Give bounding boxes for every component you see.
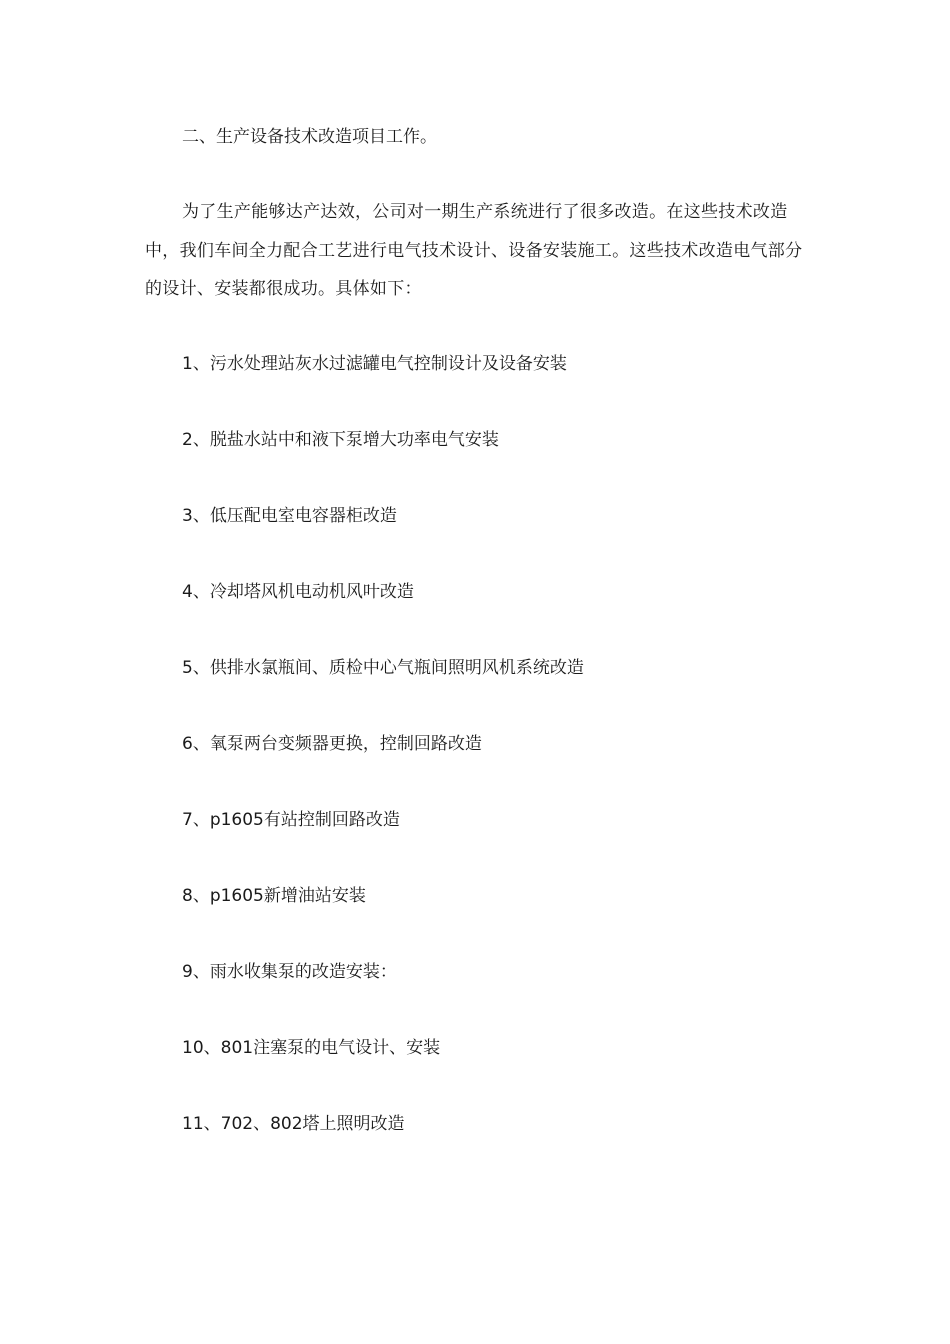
list-item: 1、污水处理站灰水过滤罐电气控制设计及设备安装 (182, 353, 567, 374)
document-body (145, 118, 805, 1181)
list-item: 7、p1605有站控制回路改造 (182, 809, 400, 830)
list-item: 11、702、802塔上照明改造 (182, 1113, 405, 1134)
list-item: 5、供排水氯瓶间、质检中心气瓶间照明风机系统改造 (182, 657, 584, 678)
list-item: 2、脱盐水站中和液下泵增大功率电气安装 (182, 429, 499, 450)
list-item: 9、雨水收集泵的改造安装： (182, 961, 397, 982)
intro-paragraph: 为了生产能够达产达效，公司对一期生产系统进行了很多改造。在这些技术改造中，我们车间全力配合工艺进行电气技术设计、设备安装施工。这些技术改造电气部分的设计、安装都很成功。具体如下： (145, 202, 803, 299)
project-list (145, 345, 805, 1143)
list-item: 3、低压配电室电容器柜改造 (182, 505, 397, 526)
list-item: 10、801注塞泵的电气设计、安装 (182, 1037, 441, 1058)
list-item: 8、p1605新增油站安装 (182, 885, 366, 906)
list-item: 4、冷却塔风机电动机风叶改造 (182, 581, 414, 602)
section-heading: 二、生产设备技术改造项目工作。 (182, 127, 437, 147)
list-item: 6、氧泵两台变频器更换，控制回路改造 (182, 733, 482, 754)
